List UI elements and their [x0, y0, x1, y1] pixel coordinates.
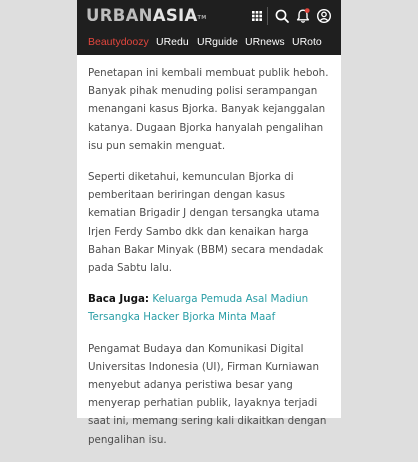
user-icon[interactable] — [315, 7, 333, 25]
baca-juga-block — [88, 290, 333, 326]
mobile-page — [77, 0, 341, 446]
logo-main-text: URBAN — [86, 6, 153, 25]
baca-juga-link[interactable]: Keluarga Pemuda Asal Madiun Tersangka Hacker Bjorka Minta Maaf — [88, 293, 309, 324]
nav-item-uroto[interactable]: URoto — [292, 36, 322, 48]
article-body — [88, 64, 333, 462]
article-paragraph: Seperti diketahui, kemunculan Bjorka di pemberitaan beriringan dengan kasus kematian Brigadir J dengan tersangka utama Irjen Ferdy Sambo dkk dan kenaikan harga Bahan Bakar Minyak (BBM) secara mendadak pada Sabtu lalu. — [88, 171, 324, 275]
logo-accent-text: ASIA — [152, 6, 198, 25]
site-logo[interactable] — [86, 6, 207, 26]
nav-item-urguide[interactable]: URguide — [197, 36, 238, 48]
article-paragraph: Pengamat Budaya dan Komunikasi Digital Universitas Indonesia (UI), Firman Kurniawan menyebut adanya peristiwa besar yang menyerap perhatian publik, layaknya terjadi saat ini, memang sering kali dikaitkan dengan pengalihan isu. — [88, 342, 327, 446]
search-icon[interactable] — [273, 7, 291, 25]
article-paragraph: Penetapan ini kembali membuat publik heboh. Banyak pihak menuding polisi serampangan menangani kasus Bjorka. Banyak kejanggalan katanya. Dugaan Bjorka hanyalah pengalihan isu pun semakin menguat. — [88, 67, 329, 152]
notification-dot — [305, 8, 310, 13]
nav-item-urnews[interactable]: URnews — [245, 36, 285, 48]
category-nav — [77, 31, 341, 53]
nav-item-beautydoozy[interactable]: Beautydoozy — [88, 36, 149, 48]
header-divider — [267, 7, 268, 25]
logo-trademark: TM — [197, 15, 207, 21]
grid-icon[interactable] — [248, 7, 266, 25]
baca-juga-label: Baca Juga: — [88, 293, 150, 306]
nav-item-uredu[interactable]: URedu — [156, 36, 189, 48]
site-header — [77, 0, 341, 55]
bell-icon[interactable] — [294, 7, 312, 25]
